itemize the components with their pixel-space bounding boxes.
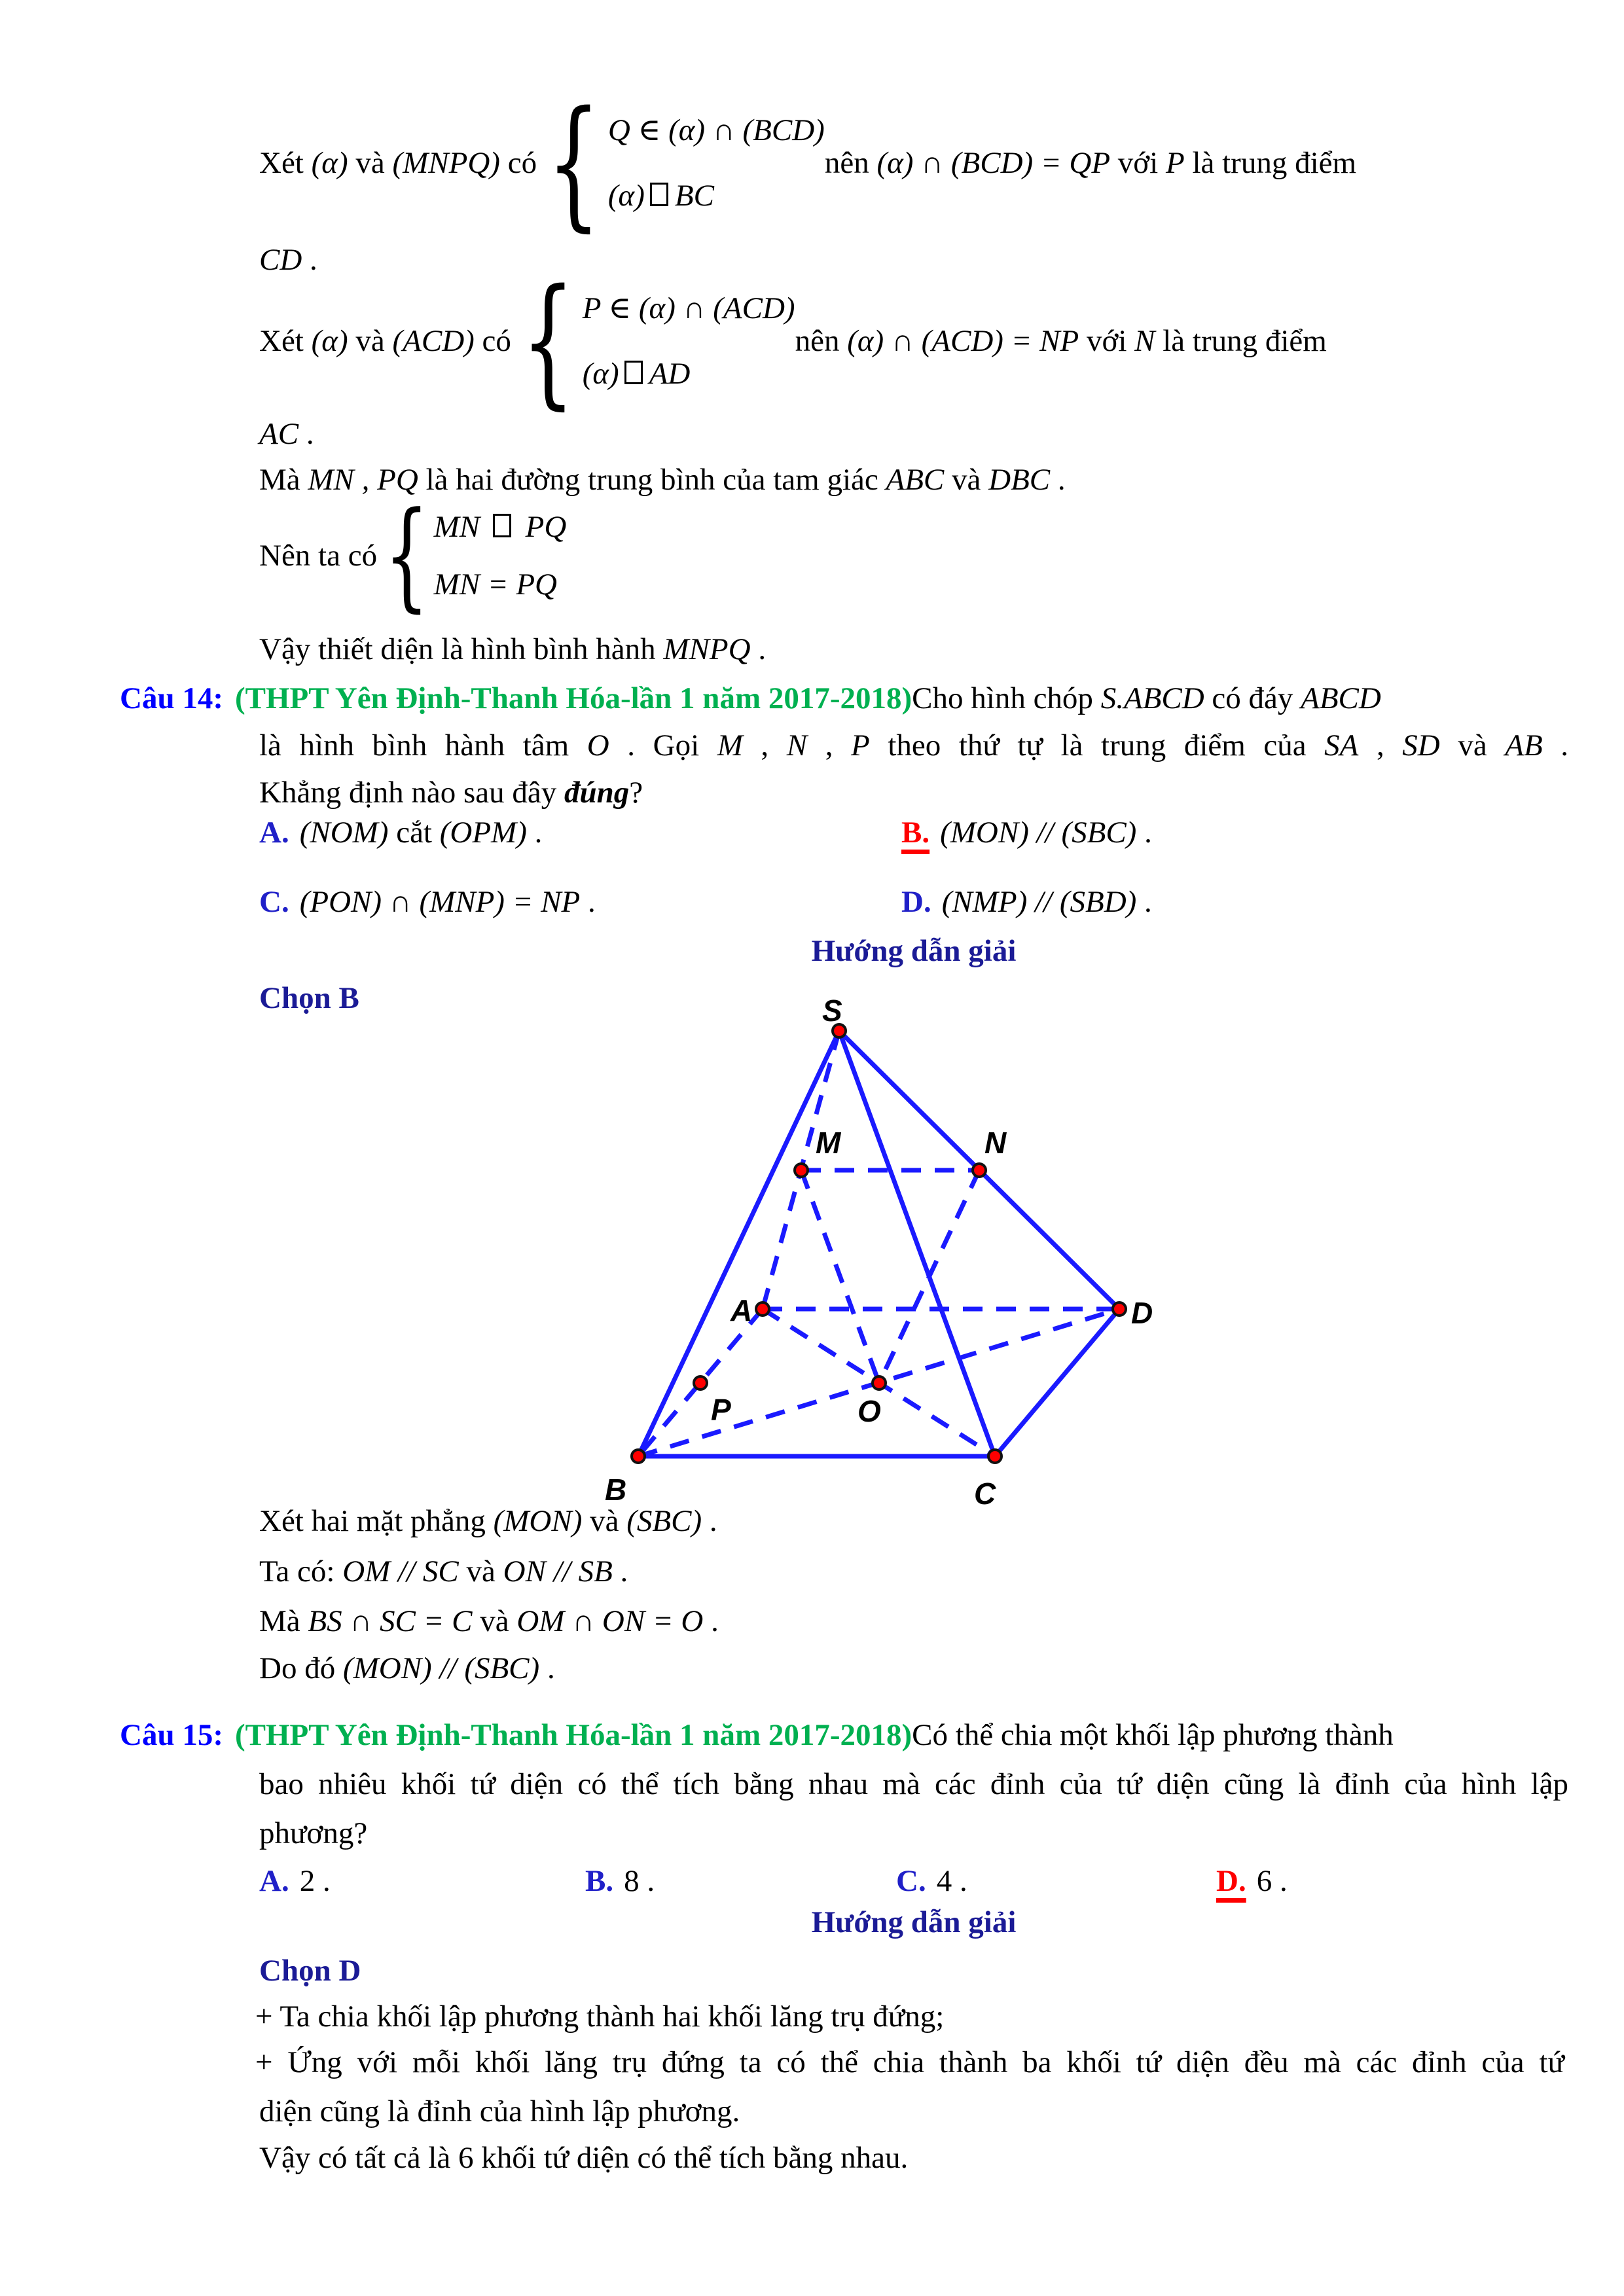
solution14-line1: Xét hai mặt phẳng (MON) và (SBC) . (259, 1504, 717, 1538)
case3-row2: MN = PQ (433, 567, 557, 601)
solution13-line-vay: Vậy thiết diện là hình bình hành MNPQ . (259, 632, 767, 666)
option-14b-letter: B. (901, 816, 930, 850)
option-15d-correct (1216, 1862, 1288, 1900)
option-15a (259, 1862, 331, 1900)
case2-row2: (α) AD (582, 356, 691, 391)
label-A: A (731, 1293, 753, 1327)
question14-source: (THPT Yên Định-Thanh Hóa-lần 1 năm 2017-2018) (234, 681, 912, 715)
point-B-dot (632, 1450, 645, 1463)
solution13-line-cd: CD . (259, 243, 317, 277)
question15-intro: Có thể chia một khối lập phương thành (912, 1718, 1394, 1752)
solution-heading-15: Hướng dẫn giải (811, 1905, 1017, 1939)
missing-glyph-box (650, 183, 668, 206)
label-S: S (822, 994, 842, 1028)
case1-rows (608, 111, 825, 215)
case2-row1: P ∈ (α) ∩ (ACD) (582, 291, 795, 325)
case3-rows (434, 508, 567, 603)
solution13-case-line-3 (259, 487, 567, 624)
solution-heading-14: Hướng dẫn giải (811, 934, 1017, 968)
left-brace-icon: { (384, 487, 429, 624)
solution13-line-ma: Mà MN , PQ là hai đường trung bình của tam giác ABC và DBC . (259, 463, 1066, 497)
option-15a-letter: A. (259, 1864, 289, 1898)
solution15-line4: Vậy có tất cả là 6 khối tứ diện có thể tích bằng nhau. (259, 2141, 909, 2175)
point-D-dot (1113, 1302, 1126, 1316)
point-M-dot (795, 1164, 808, 1177)
solution13-case-line-2 (259, 259, 1327, 423)
question14-line3: Khẳng định nào sau đây đúng? (259, 776, 643, 810)
question15-first-line (120, 1716, 1394, 1754)
missing-glyph-box (624, 361, 643, 384)
case3-row1: MN PQ (433, 510, 567, 544)
point-A-dot (756, 1302, 769, 1316)
question15-line2: bao nhiêu khối tứ diện có thể tích bằng nhau mà các đỉnh của tứ diện cũng là đỉnh của hình lập (259, 1767, 1568, 1801)
edge-SC-solid (839, 1031, 995, 1456)
solution13-case-line-1 (259, 81, 1357, 245)
edge-SB-solid (638, 1031, 839, 1456)
label-M: M (816, 1126, 841, 1160)
option-14c-body: (PON) ∩ (MNP) = NP . (299, 885, 596, 919)
question14-line2: là hình bình hành tâm O . Gọi M , N , P theo thứ tự là trung điểm của SA , SD và AB . (259, 728, 1569, 762)
case1-row2: (α) BC (607, 178, 714, 213)
label-B: B (605, 1473, 627, 1507)
label-P: P (711, 1393, 731, 1427)
point-N-dot (973, 1164, 986, 1177)
question14-label: Câu 14: (120, 681, 223, 715)
question14-intro: Cho hình chóp S.ABCD có đáy ABCD (912, 681, 1381, 715)
solution15-line2: + Ứng với mỗi khối lăng trụ đứng ta có thể chia thành ba khối tứ diện đều mà các đỉnh của tứ (255, 2045, 1564, 2079)
question15-line3: phương? (259, 1816, 368, 1850)
case2-post: nên (α) ∩ (ACD) = NP với N là trung điểm (795, 323, 1327, 358)
option-14a-letter: A. (259, 816, 289, 850)
option-15c (896, 1862, 967, 1900)
label-N: N (984, 1126, 1007, 1160)
solution14-line2: Ta có: OM // SC và ON // SB . (259, 1554, 628, 1588)
edge-MO-dashed (801, 1170, 879, 1383)
solution15-line1: + Ta chia khối lập phương thành hai khối lăng trụ đứng; (255, 2000, 945, 2034)
chosen-answer-14: Chọn B (259, 981, 359, 1015)
option-15b-body: 8 . (624, 1864, 655, 1898)
option-15d-letter: D. (1216, 1864, 1246, 1898)
solution13-line-ac: AC . (259, 417, 314, 451)
question15-label: Câu 15: (120, 1718, 223, 1752)
label-O: O (857, 1394, 881, 1428)
option-14d (901, 883, 1152, 921)
label-D: D (1131, 1296, 1153, 1330)
option-15d-body: 6 . (1256, 1864, 1288, 1898)
left-brace-icon: { (521, 259, 575, 423)
case2-rows (583, 289, 795, 393)
option-14b-body: (MON) // (SBC) . (940, 816, 1152, 850)
case2-pre: Xét (α) và (ACD) có (259, 323, 511, 358)
case1-pre: Xét (α) và (MNPQ) có (259, 145, 537, 180)
option-15b (585, 1862, 655, 1900)
pyramid-figure (563, 975, 1204, 1525)
chosen-answer-15: Chọn D (259, 1954, 361, 1988)
option-15c-letter: C. (896, 1864, 926, 1898)
solution14-line3: Mà BS ∩ SC = C và OM ∩ ON = O . (259, 1604, 719, 1638)
point-C-dot (988, 1450, 1001, 1463)
missing-glyph-box (493, 514, 511, 537)
question15-source: (THPT Yên Định-Thanh Hóa-lần 1 năm 2017-2018) (234, 1718, 912, 1752)
option-14d-body: (NMP) // (SBD) . (941, 885, 1152, 919)
left-brace-icon: { (547, 81, 601, 245)
question14-first-line (120, 679, 1381, 717)
option-15c-body: 4 . (936, 1864, 967, 1898)
option-15a-body: 2 . (299, 1864, 331, 1898)
case1-post: nên (α) ∩ (BCD) = QP với P là trung điểm (824, 145, 1357, 180)
point-P-dot (694, 1376, 707, 1390)
option-14a (259, 814, 542, 852)
option-14d-letter: D. (901, 885, 931, 919)
case3-pre: Nên ta có (259, 539, 378, 573)
option-15b-letter: B. (585, 1864, 614, 1898)
label-C: C (974, 1477, 996, 1511)
solution14-line4: Do đó (MON) // (SBC) . (259, 1651, 555, 1685)
option-14c (259, 883, 596, 921)
case1-row1: Q ∈ (α) ∩ (BCD) (607, 113, 825, 147)
edge-CD-solid (995, 1309, 1119, 1456)
option-14a-body: (NOM) cắt (OPM) . (299, 816, 543, 850)
option-14b-correct (901, 814, 1152, 852)
solution15-line3: diện cũng là đỉnh của hình lập phương. (259, 2094, 740, 2128)
option-14c-letter: C. (259, 885, 289, 919)
point-O-dot (873, 1376, 886, 1390)
